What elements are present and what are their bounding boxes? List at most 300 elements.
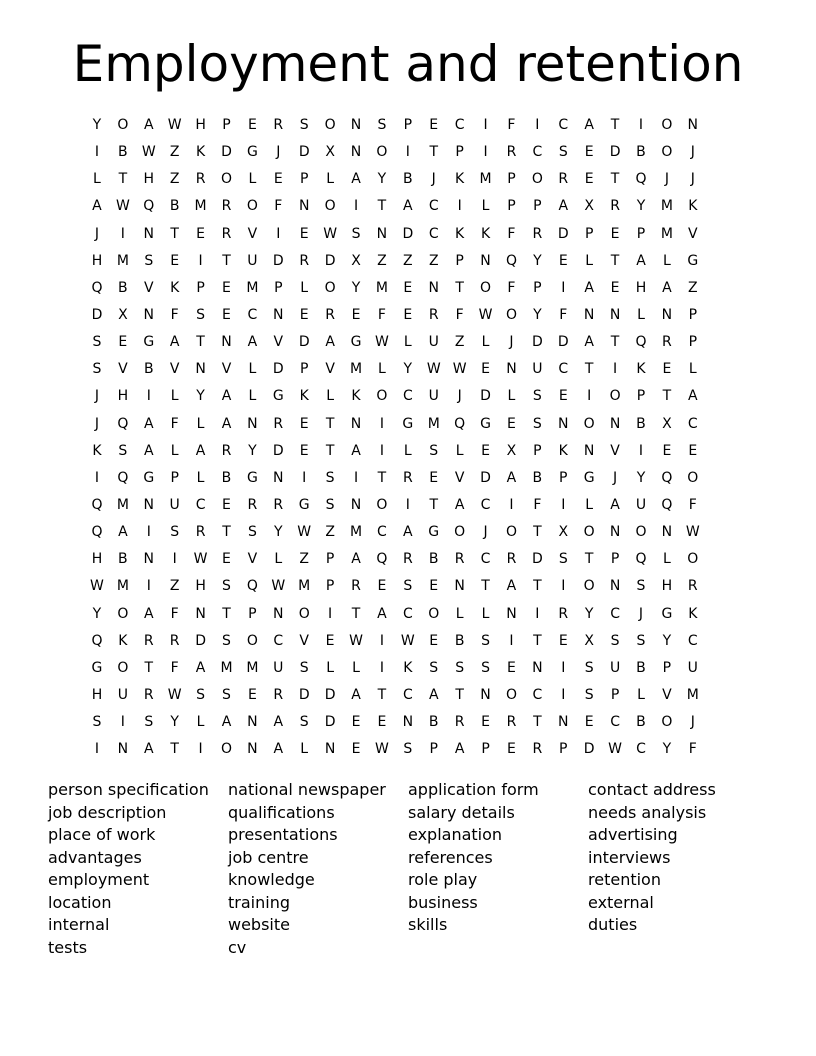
grid-letter: P [662,659,672,676]
grid-letter: B [118,144,128,161]
grid-letter: Q [91,279,103,296]
grid-letter: T [610,334,620,351]
grid-letter: R [506,714,517,731]
grid-letter: I [638,442,644,459]
grid-letter: P [248,605,257,622]
grid-letter: A [403,524,413,541]
grid-letter: R [143,632,154,649]
grid-letter: N [273,469,284,486]
grid-letter: E [222,306,231,323]
grid-letter: N [221,334,232,351]
word-list-item: salary details [408,802,515,822]
grid-row [84,628,732,655]
grid-letter: P [584,225,594,242]
grid-letter: A [143,741,154,758]
grid-letter: J [638,605,644,622]
grid-letter: X [118,306,128,323]
grid-letter: S [351,225,361,242]
grid-letter: S [481,632,490,649]
word-list-item: presentations [228,825,338,844]
grid-letter: P [481,741,490,758]
grid-letter: Z [428,252,439,269]
grid-letter: A [428,686,439,703]
grid-letter: D [557,225,569,242]
grid-letter: J [94,225,100,242]
grid-letter: R [402,469,413,486]
grid-letter: O [428,605,440,622]
grid-row [84,193,732,220]
grid-letter: Y [170,714,179,731]
grid-letter: W [271,578,286,595]
grid-letter: E [584,171,594,188]
grid-letter: F [455,306,464,323]
grid-letter: C [402,605,413,622]
grid-letter: D [272,252,284,269]
grid-letter: E [377,714,387,731]
grid-letter: Z [169,171,180,188]
grid-letter: B [428,551,439,568]
grid-letter: J [664,171,669,188]
grid-letter: E [481,361,490,378]
grid-row [84,275,732,302]
grid-letter: I [146,388,151,405]
grid-letter: S [429,442,439,459]
grid-letter: N [273,605,284,622]
grid-letter: I [457,198,462,215]
grid-letter: Y [274,524,283,541]
grid-letter: K [688,605,698,622]
grid-letter: C [532,144,543,161]
grid-letter: R [532,741,543,758]
grid-letter: E [558,252,568,269]
grid-letter: Q [91,524,103,541]
grid-letter: L [403,334,412,351]
grid-letter: R [273,415,284,432]
grid-letter: H [635,279,647,296]
grid-letter: E [196,225,205,242]
word-list-item: external [588,892,654,912]
grid-letter: I [587,388,592,405]
grid-letter: S [299,117,309,133]
grid-letter: S [325,469,335,486]
grid-letter: K [118,632,128,649]
grid-letter: T [118,171,128,188]
grid-letter: Q [661,469,673,486]
grid-letter: M [660,198,673,215]
grid-letter: J [276,144,281,161]
grid-letter: K [170,279,180,296]
grid-letter: E [170,252,180,269]
grid-letter: E [429,469,439,486]
word-list-column [408,779,588,959]
grid-letter: R [143,686,154,703]
grid-row [84,736,732,763]
grid-letter: J [457,388,462,405]
grid-letter: L [637,686,645,703]
grid-letter: T [455,686,464,703]
grid-letter: X [558,524,569,541]
grid-letter: U [532,361,543,378]
grid-letter: F [507,279,516,296]
grid-letter: P [533,442,542,459]
grid-letter: E [299,225,309,242]
grid-letter: I [120,225,125,242]
grid-letter: C [558,361,569,378]
grid-letter: I [561,659,566,676]
grid-row [84,709,732,736]
grid-letter: M [479,171,492,188]
grid-letter: R [273,496,284,513]
grid-letter: N [143,551,154,568]
grid-letter: S [92,361,102,378]
grid-letter: A [584,279,594,296]
grid-letter: G [402,415,414,432]
grid-letter: E [610,279,620,296]
grid-letter: E [222,496,231,513]
grid-letter: E [351,741,361,758]
grid-letter: I [379,442,384,459]
grid-letter: N [480,686,491,703]
grid-letter: Q [143,198,155,215]
grid-letter: L [170,442,179,459]
grid-letter: O [583,415,595,432]
grid-letter: Q [376,551,388,568]
grid-letter: E [222,279,231,296]
grid-letter: N [506,605,517,622]
grid-letter: A [195,442,206,459]
grid-letter: E [273,171,283,188]
grid-row [84,112,732,139]
grid-letter: O [298,605,310,622]
grid-letter: S [222,686,231,703]
grid-letter: C [454,117,465,133]
grid-letter: T [222,605,231,622]
grid-letter: T [455,279,464,296]
grid-letter: K [195,144,206,161]
grid-letter: R [351,578,361,595]
grid-letter: L [637,306,645,323]
word-list-item: needs analysis [588,802,707,822]
grid-letter: L [662,252,671,269]
grid-letter: P [533,279,542,296]
grid-letter: U [635,496,647,513]
grid-letter: K [403,659,413,676]
grid-letter: A [506,469,517,486]
grid-letter: Z [403,252,413,269]
grid-letter: M [246,659,259,676]
grid-letter: O [454,524,466,541]
grid-letter: D [272,361,284,378]
grid-letter: L [248,388,257,405]
grid-letter: E [558,388,568,405]
grid-letter: M [660,225,673,242]
grid-row [84,221,732,248]
grid-letter: E [247,686,257,703]
grid-row [84,573,732,600]
grid-letter: T [351,605,361,622]
grid-letter: L [326,388,335,405]
grid-letter: V [247,551,258,568]
grid-letter: A [169,334,180,351]
grid-letter: I [276,225,281,242]
grid-letter: T [533,578,542,595]
grid-letter: A [221,388,232,405]
grid-letter: S [377,117,387,133]
grid-letter: T [610,117,620,133]
grid-letter: A [195,659,206,676]
grid-letter: P [559,469,568,486]
grid-letter: W [349,632,363,649]
grid-letter: D [298,686,310,703]
word-list-column [588,779,768,959]
grid-letter: O [583,524,595,541]
grid-letter: A [377,605,387,622]
grid-letter: Y [533,252,542,269]
grid-letter: K [455,171,465,188]
grid-letter: N [558,714,569,731]
grid-letter: W [478,306,493,323]
grid-letter: D [531,551,543,568]
grid-letter: U [247,252,258,269]
grid-letter: M [686,686,699,703]
grid-letter: O [687,469,699,486]
grid-letter: V [299,632,309,649]
grid-letter: S [403,741,413,758]
grid-letter: N [298,198,310,215]
grid-letter: P [325,551,335,568]
grid-letter: R [195,524,206,541]
grid-letter: V [273,334,284,351]
word-list-item: skills [408,915,448,934]
grid-letter: A [454,496,465,513]
grid-letter: I [561,578,566,595]
grid-letter: N [195,361,206,378]
grid-letter: R [221,198,232,215]
grid-letter: E [403,306,413,323]
grid-letter: E [299,415,309,432]
grid-letter: N [583,442,595,459]
grid-letter: J [690,144,695,161]
grid-letter: N [247,714,258,731]
grid-letter: N [558,415,569,432]
grid-letter: B [636,659,646,676]
grid-letter: S [532,415,542,432]
grid-letter: I [198,252,203,269]
grid-letter: V [221,361,232,378]
grid-letter: G [143,334,155,351]
word-list-item: location [48,892,112,912]
grid-letter: O [505,686,517,703]
grid-letter: E [299,442,309,459]
grid-letter: C [558,117,569,133]
grid-letter: L [248,171,257,188]
grid-letter: P [507,198,516,215]
grid-letter: I [405,144,410,161]
grid-letter: P [196,279,205,296]
grid-row [84,655,732,682]
grid-letter: A [143,117,154,133]
grid-row [84,546,732,573]
grid-letter: I [94,741,100,758]
grid-letter: D [324,714,336,731]
grid-letter: A [688,388,698,405]
grid-letter: D [531,334,543,351]
word-list-item: employment [48,870,150,889]
grid-letter: R [299,252,310,269]
word-list-item: references [408,847,493,867]
grid-letter: I [353,469,359,486]
grid-letter: E [481,442,490,459]
grid-letter: Q [635,551,647,568]
grid-letter: Z [299,551,309,568]
grid-letter: W [90,578,104,595]
word-list-column [48,779,228,959]
grid-letter: P [299,361,309,378]
grid-letter: J [690,171,695,188]
grid-letter: S [299,714,309,731]
grid-letter: Y [662,741,672,758]
grid-letter: L [300,279,309,296]
grid-letter: T [377,198,387,215]
grid-letter: E [351,714,361,731]
grid-letter: B [169,198,180,215]
grid-letter: X [584,198,594,215]
grid-letter: E [507,741,516,758]
grid-letter: O [117,605,129,622]
grid-letter: C [402,388,413,405]
grid-letter: N [117,741,129,758]
grid-letter: F [507,225,516,242]
grid-letter: I [172,551,177,568]
grid-letter: V [247,225,258,242]
grid-letter: C [377,524,387,541]
grid-letter: C [480,551,491,568]
grid-letter: A [351,686,361,703]
grid-letter: J [483,524,488,541]
grid-letter: E [507,659,516,676]
grid-letter: E [688,442,698,459]
grid-letter: N [661,524,673,541]
grid-letter: L [455,442,464,459]
grid-letter: G [661,605,673,622]
grid-letter: W [375,741,389,758]
grid-letter: N [376,225,388,242]
grid-letter: P [299,171,309,188]
grid-letter: Y [662,632,672,649]
grid-letter: S [610,632,620,649]
grid-letter: V [610,442,620,459]
grid-letter: N [661,306,673,323]
grid-letter: X [351,252,361,269]
grid-letter: E [351,306,361,323]
grid-letter: F [170,605,179,622]
grid-letter: A [143,442,154,459]
grid-letter: M [116,252,129,269]
grid-letter: U [169,496,180,513]
grid-letter: E [429,578,439,595]
grid-letter: D [221,144,232,161]
grid-letter: E [118,334,128,351]
grid-letter: L [481,198,490,215]
grid-letter: N [609,306,621,323]
grid-letter: P [170,469,179,486]
grid-letter: I [379,632,384,649]
word-list-item: advantages [48,847,142,867]
grid-letter: N [609,578,621,595]
grid-letter: P [274,279,283,296]
grid-letter: V [143,279,154,296]
word-list-item: person specification [48,780,209,799]
grid-letter: O [246,632,258,649]
grid-letter: I [146,578,151,595]
grid-letter: T [377,686,387,703]
grid-letter: Z [325,524,335,541]
grid-letter: P [325,578,335,595]
grid-letter: N [350,117,362,133]
grid-letter: V [454,469,465,486]
grid-row [84,601,732,628]
grid-letter: I [535,117,540,133]
grid-letter: R [325,306,335,323]
grid-letter: M [116,578,129,595]
grid-row [84,682,732,709]
grid-letter: O [324,279,336,296]
grid-letter: E [403,279,413,296]
grid-letter: Q [635,171,647,188]
grid-letter: H [117,388,129,405]
grid-letter: O [505,306,517,323]
grid-letter: Z [688,279,698,296]
grid-letter: F [170,659,179,676]
grid-letter: C [402,686,413,703]
grid-row [84,519,732,546]
grid-letter: R [169,632,180,649]
grid-letter: I [379,659,384,676]
grid-letter: T [429,496,439,513]
grid-letter: P [403,117,413,133]
grid-letter: C [428,225,439,242]
grid-letter: K [299,388,309,405]
grid-letter: T [429,144,439,161]
grid-letter: P [636,225,646,242]
grid-letter: V [118,361,128,378]
grid-letter: Q [661,496,673,513]
grid-letter: N [506,361,517,378]
grid-letter: B [454,632,465,649]
grid-letter: A [351,442,361,459]
grid-letter: K [636,361,646,378]
grid-letter: W [685,524,700,541]
grid-letter: W [167,686,182,703]
grid-letter: F [170,306,179,323]
grid-letter: S [92,334,102,351]
grid-letter: N [143,225,154,242]
word-list-item: interviews [588,847,671,867]
grid-letter: C [687,632,698,649]
grid-letter: R [506,551,517,568]
grid-letter: A [118,524,128,541]
grid-letter: D [609,144,621,161]
grid-letter: J [94,415,100,432]
grid-row [84,383,732,410]
grid-letter: Z [169,578,180,595]
word-list-item: job description [48,802,167,822]
grid-letter: C [610,605,620,622]
grid-letter: D [324,686,336,703]
grid-letter: B [636,144,646,161]
grid-letter: E [662,361,672,378]
word-list [48,779,768,959]
